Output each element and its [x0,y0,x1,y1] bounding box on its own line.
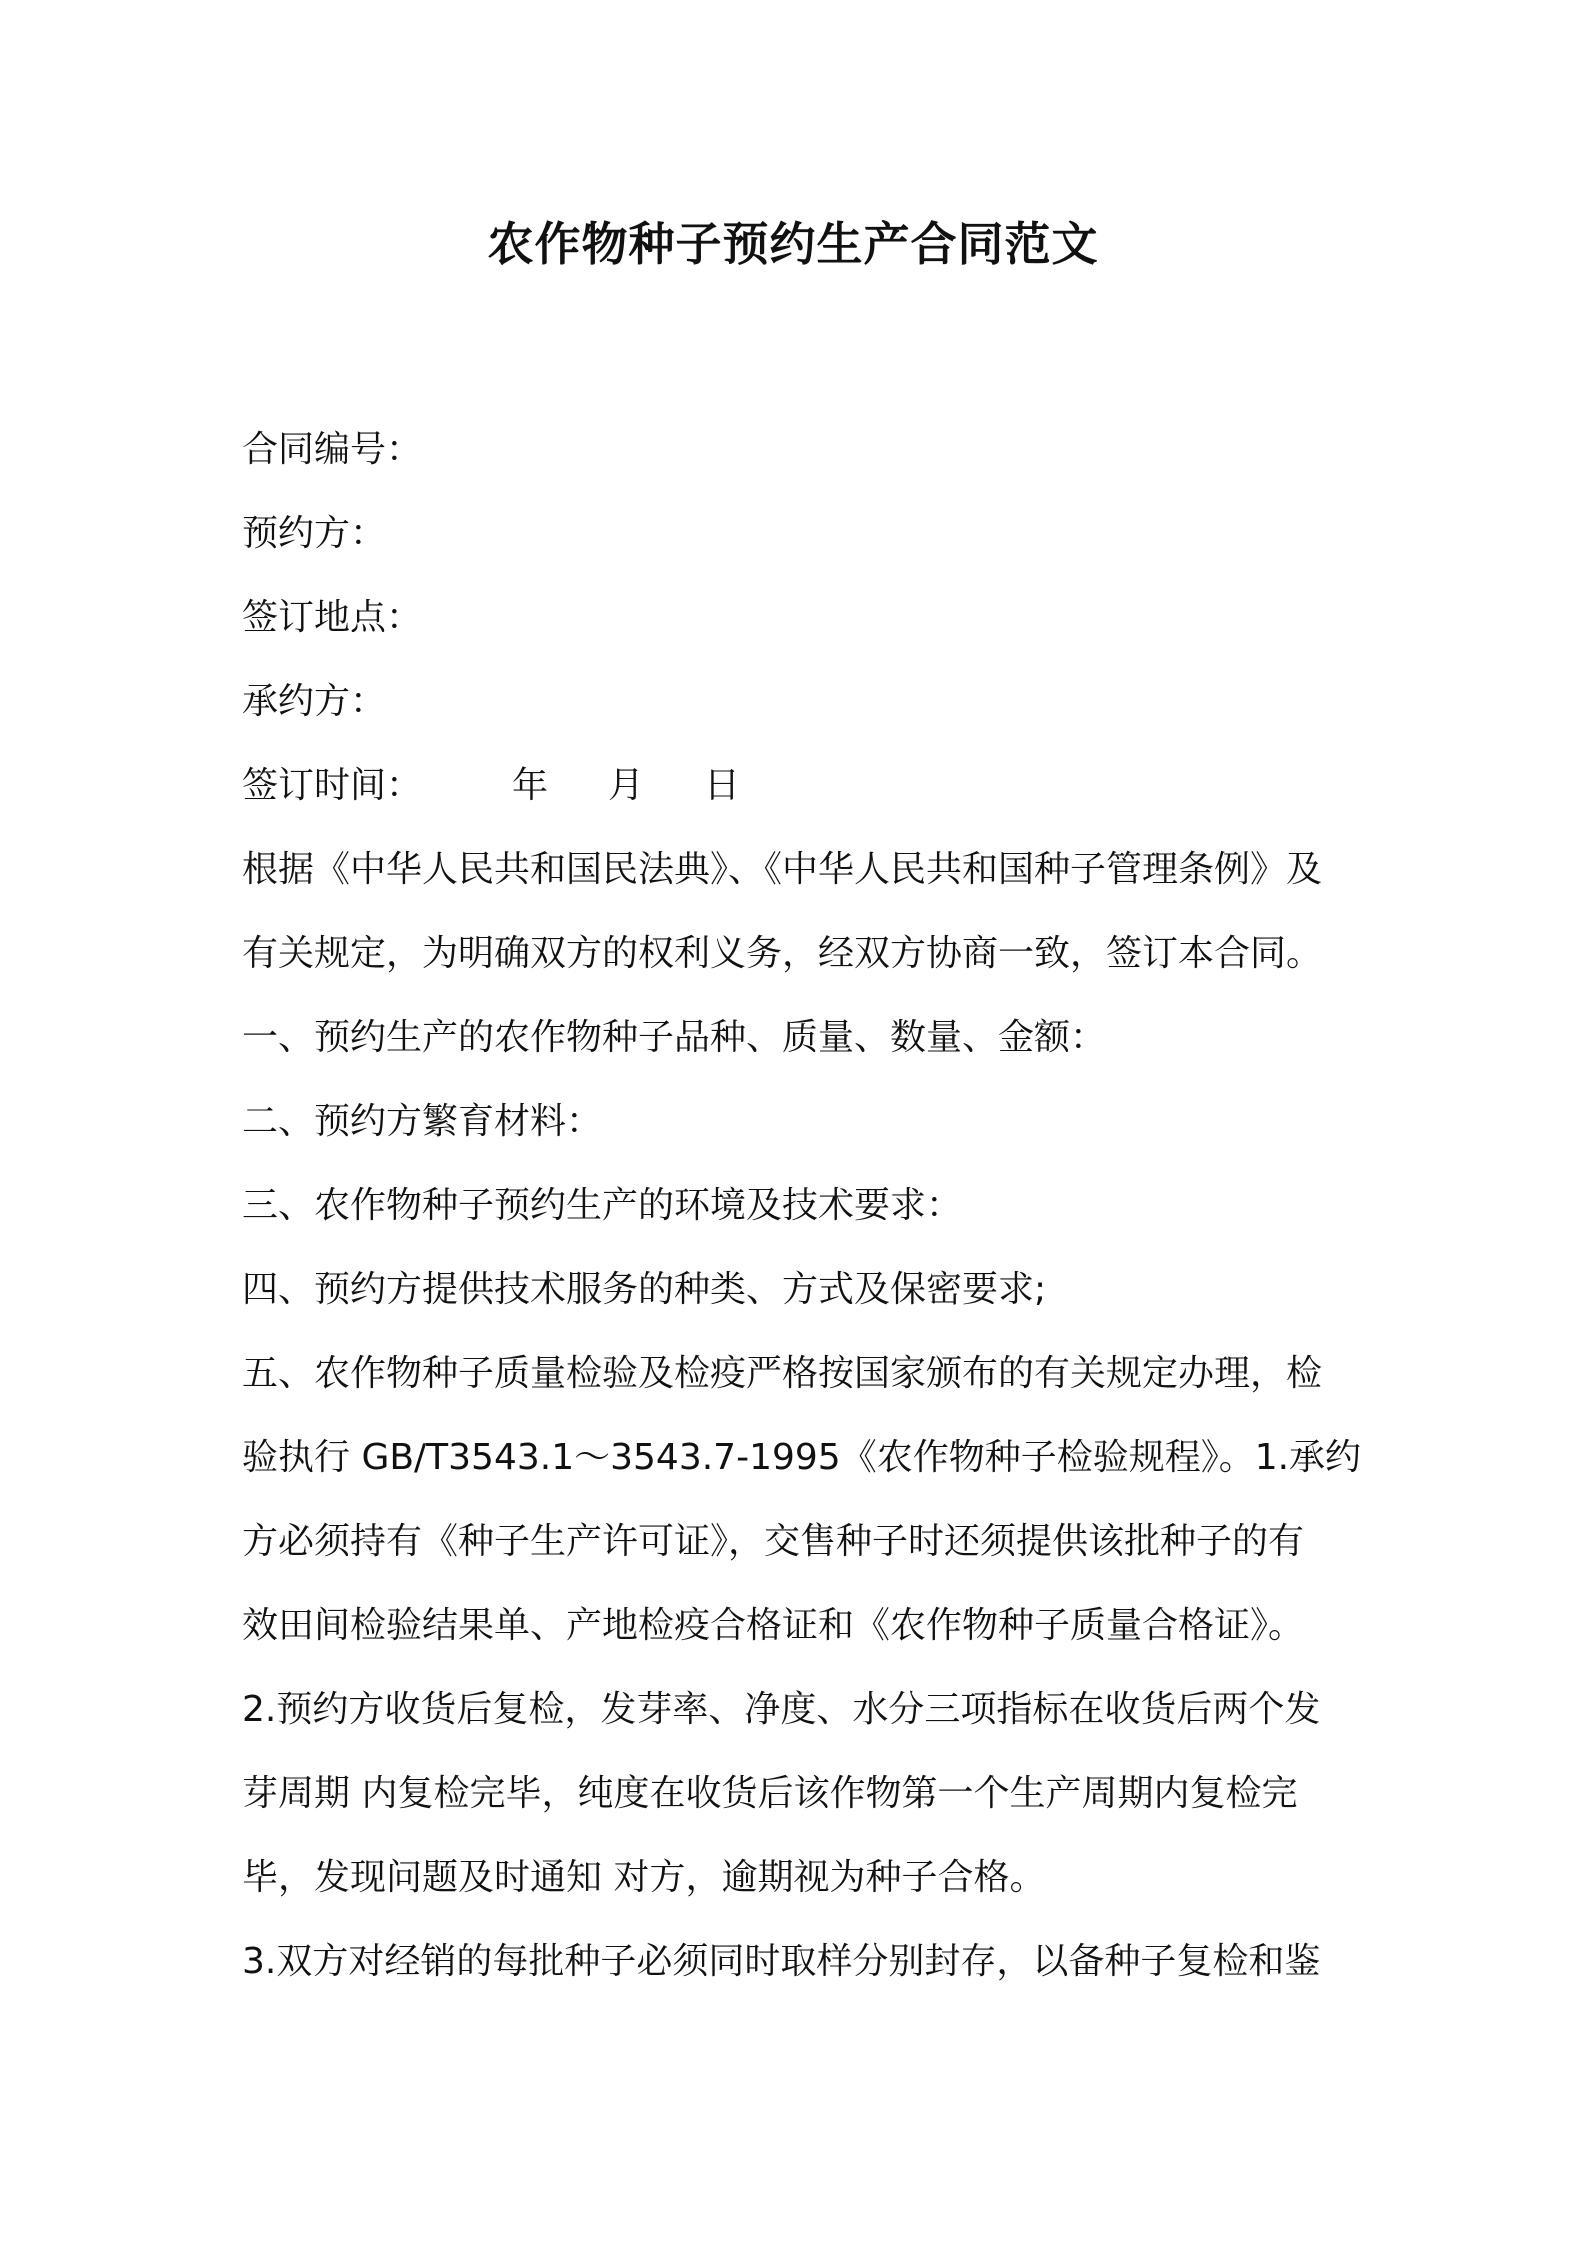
clause-heading: 四、预约方提供技术服务的种类、方式及保密要求; [242,1269,1047,1310]
clause-heading: 一、预约生产的农作物种子品种、质量、数量、金额： [242,1017,1107,1058]
signing-date-year: 年 [512,765,549,806]
body-line: 方必须持有《种子生产许可证》，交售种子时还须提供该批种子的有 [242,1521,1305,1562]
body-line: 毕，发现问题及时通知 对方，逾期视为种子合格。 [242,1857,1046,1898]
body-line: 芽周期 内复检完毕，纯度在收货后该作物第一个生产周期内复检完 [242,1773,1298,1814]
document-body [242,408,1362,2004]
body-line: 根据《中华人民共和国民法典》、《中华人民共和国种子管理条例》及 [242,849,1323,890]
signing-date-label: 签订时间： [242,765,423,806]
clause-heading: 三、农作物种子预约生产的环境及技术要求： [242,1185,963,1226]
body-line: 验执行 GB/T3543.1～3543.7-1995《农作物种子检验规程》。1.承约 [242,1437,1362,1478]
body-line: 效田间检验结果单、产地检疫合格证和《农作物种子质量合格证》。 [242,1605,1305,1646]
body-line: 有关规定，为明确双方的权利义务，经双方协商一致，签订本合同。 [242,933,1323,974]
body-line: 2.预约方收货后复检，发芽率、净度、水分三项指标在收货后两个发 [242,1689,1321,1730]
field-reserving-party: 预约方： [242,513,387,554]
document-title: 农作物种子预约生产合同范文 [487,217,1099,271]
field-signing-place: 签订地点： [242,597,423,638]
field-contract-number: 合同编号： [242,429,423,470]
clause-heading: 五、农作物种子质量检验及检疫严格按国家颁布的有关规定办理，检 [242,1353,1323,1394]
signing-date-month: 月 [608,765,645,806]
field-contracting-party: 承约方： [242,681,387,722]
field-signing-date [242,744,1352,828]
body-line: 3.双方对经销的每批种子必须同时取样分别封存，以备种子复检和鉴 [242,1941,1321,1982]
clause-heading: 二、预约方繁育材料： [242,1101,603,1142]
signing-date-day: 日 [704,765,741,806]
